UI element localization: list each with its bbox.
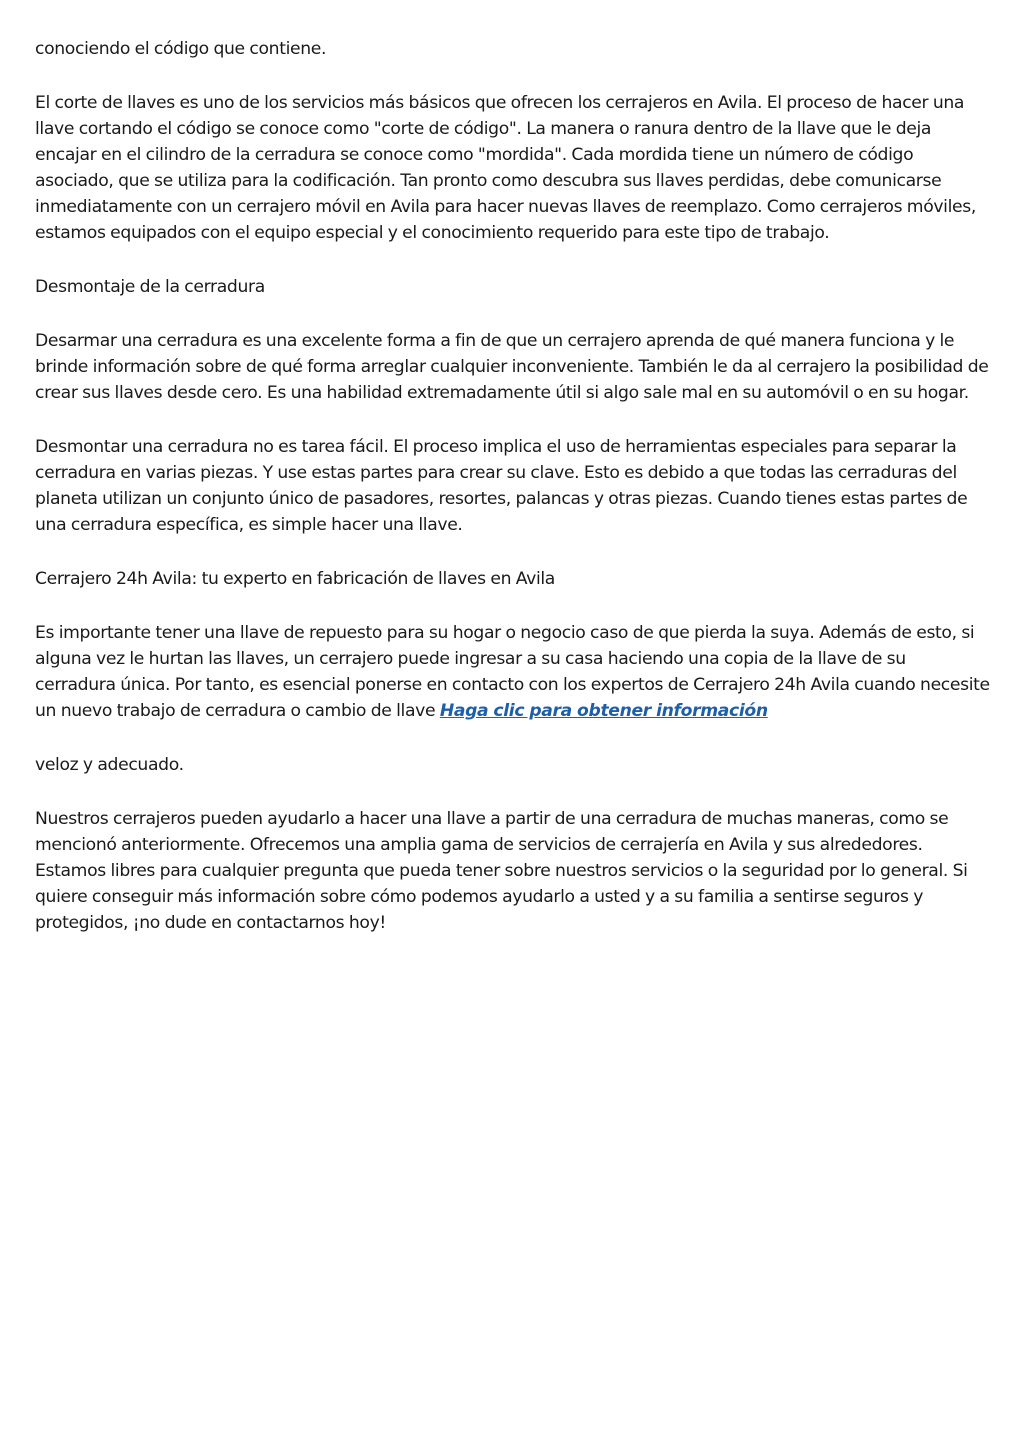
- paragraph-intro-fragment: conociendo el código que contiene.: [35, 39, 327, 59]
- paragraph-contact-us: Nuestros cerrajeros pueden ayudarlo a hacer una llave a partir de una cerradura de muchas maneras, como se mencionó anteriormente. Ofrecemos una amplia gama de servicios de cerrajería en Avila y sus alrededores. Estamos libres para cualquier pregunta que pueda tener sobre nuestros servicios o la seguridad por lo general. Si quiere conseguir más información sobre cómo podemos ayudarlo a usted y a su familia a sentirse seguros y protegidos, ¡no dude en contactarnos hoy!: [35, 809, 968, 933]
- paragraph-disassembly-process: Desmontar una cerradura no es tarea fácil. El proceso implica el uso de herramientas especiales para separar la cerradura en varias piezas. Y use estas partes para crear su clave. Esto es debido a que todas las cerraduras del planeta utilizan un conjunto único de pasadores, resortes, palancas y otras piezas. Cuando tienes estas partes de una cerradura específica, es simple hacer una llave.: [35, 437, 968, 535]
- paragraph-spare-key: [35, 620, 990, 724]
- paragraph-disassembly-benefits: Desarmar una cerradura es una excelente forma a fin de que un cerrajero aprenda de qué manera funciona y le brinde información sobre de qué forma arreglar cualquier inconveniente. También le da al cerrajero la posibilidad de crear sus llaves desde cero. Es una habilidad extremadamente útil si algo sale mal en su automóvil o en su hogar.: [35, 331, 989, 403]
- paragraph-spare-key-text: Es importante tener una llave de repuesto para su hogar o negocio caso de que pierda la suya. Además de esto, si alguna vez le hurtan las llaves, un cerrajero puede ingresar a su casa haciendo una copia de la llave de su cerradura única. Por tanto, es esencial ponerse en contacto con los expertos de Cerrajero 24h Avila cuando necesite un nuevo trabajo de cerradura o cambio de llave: [35, 623, 990, 721]
- paragraph-key-cutting: El corte de llaves es uno de los servicios más básicos que ofrecen los cerrajeros en Avila. El proceso de hacer una llave cortando el código se conoce como "corte de código". La manera o ranura dentro de la llave que le deja encajar en el cilindro de la cerradura se conoce como "mordida". Cada mordida tiene un número de código asociado, que se utiliza para la codificación. Tan pronto como descubra sus llaves perdidas, debe comunicarse inmediatamente con un cerrajero móvil en Avila para hacer nuevas llaves de reemplazo. Como cerrajeros móviles, estamos equipados con el equipo especial y el conocimiento requerido para este tipo de trabajo.: [35, 93, 976, 243]
- section-heading-cerrajero-24h: Cerrajero 24h Avila: tu experto en fabricación de llaves en Avila: [35, 569, 555, 589]
- paragraph-fast-fragment: veloz y adecuado.: [35, 755, 184, 775]
- section-heading-lock-disassembly: Desmontaje de la cerradura: [35, 277, 265, 297]
- document-body: [35, 36, 990, 964]
- info-link[interactable]: Haga clic para obtener información: [439, 701, 768, 721]
